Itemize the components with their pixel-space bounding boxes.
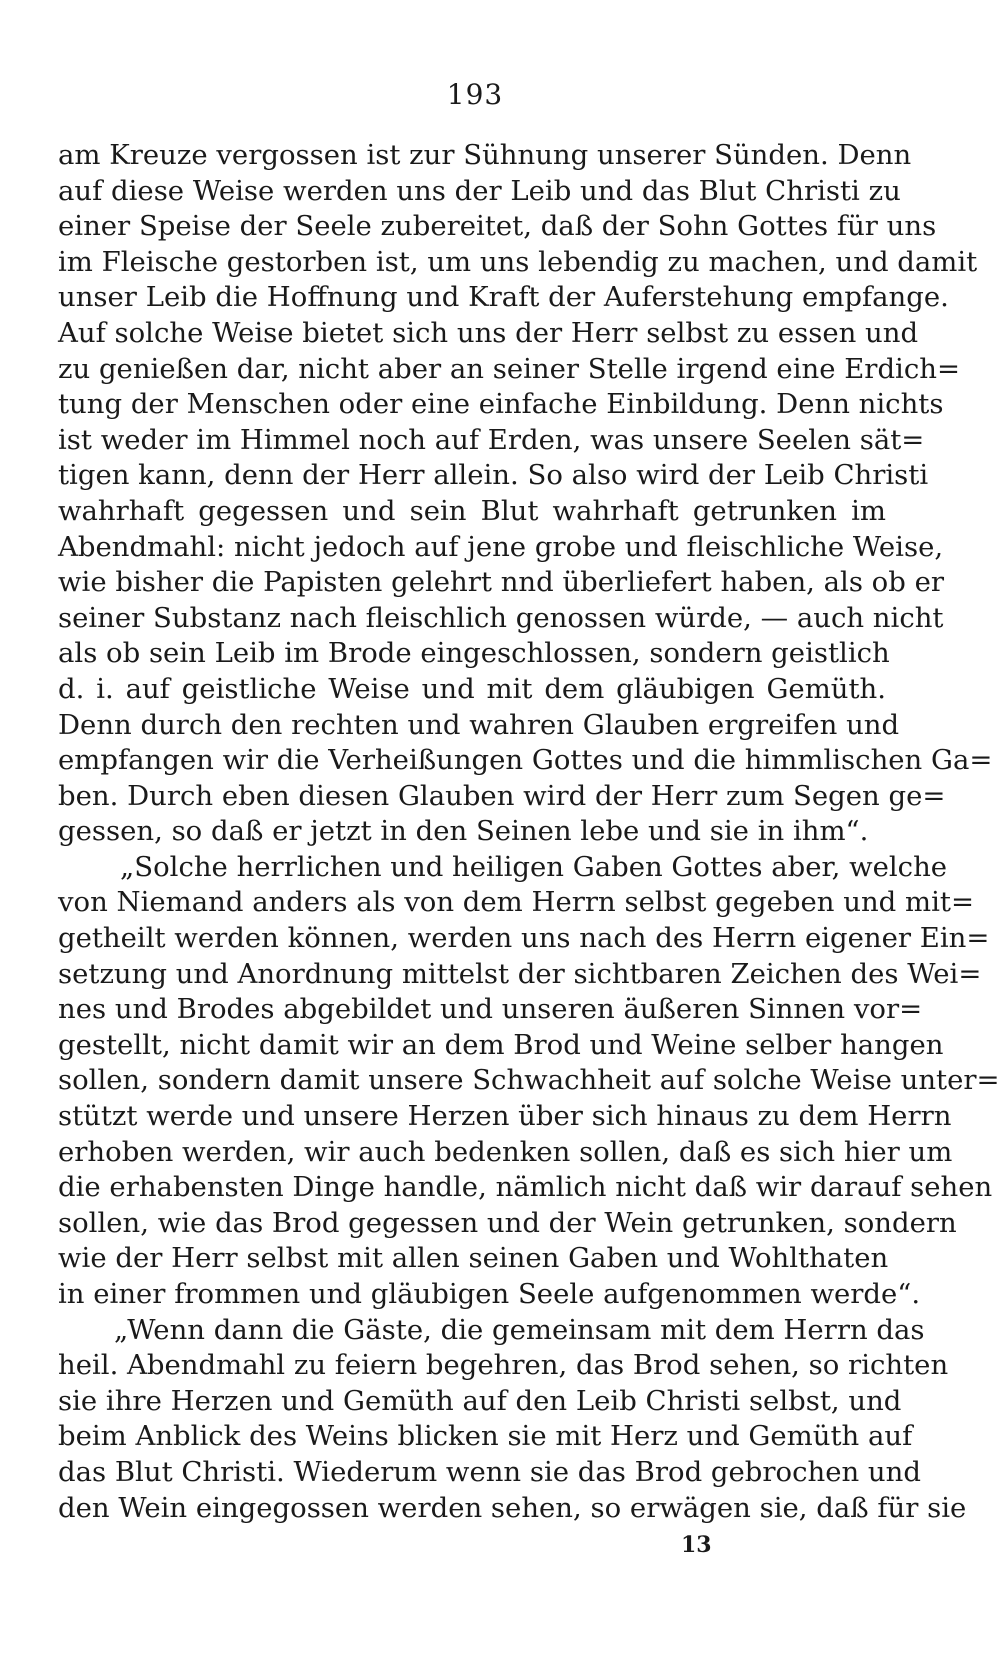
text-line: Abendmahl: nicht jedoch auf jene grobe und fleischliche Weise, <box>58 530 944 563</box>
text-line: den Wein eingegossen werden sehen, so erwägen sie, daß für sie <box>58 1491 967 1524</box>
text-line: tung der Menschen oder eine einfache Einbildung. Denn nichts <box>58 388 944 421</box>
signature-mark: 13 <box>681 1532 712 1558</box>
text-line: sie ihre Herzen und Gemüth auf den Leib Christi selbst, und <box>58 1384 902 1417</box>
text-line: im Fleische gestorben ist, um uns lebendig zu machen, und damit <box>58 245 978 278</box>
text-line: einer Speise der Seele zubereitet, daß der Sohn Gottes für uns <box>58 210 937 243</box>
text-line: auf diese Weise werden uns der Leib und das Blut Christi zu <box>58 174 901 207</box>
text-line: ben. Durch eben diesen Glauben wird der Herr zum Segen ge= <box>58 779 946 812</box>
text-line: seiner Substanz nach fleischlich genossen würde, — auch nicht <box>58 601 944 634</box>
text-line: d. i. auf geistliche Weise und mit dem gläubigen Gemüth. <box>58 672 886 705</box>
text-line: Denn durch den rechten und wahren Glauben ergreifen und <box>58 708 900 741</box>
text-line: sollen, wie das Brod gegessen und der Wein getrunken, sondern <box>58 1206 957 1239</box>
text-line: am Kreuze vergossen ist zur Sühnung unserer Sünden. Denn <box>58 139 912 171</box>
text-line: als ob sein Leib im Brode eingeschlossen, sondern geistlich <box>58 637 890 670</box>
text-line: von Niemand anders als von dem Herrn selbst gegeben und mit= <box>58 886 974 919</box>
text-line: die erhabensten Dinge handle, nämlich nicht daß wir darauf sehen <box>58 1171 993 1204</box>
text-line: beim Anblick des Weins blicken sie mit Herz und Gemüth auf <box>58 1420 913 1453</box>
text-line: erhoben werden, wir auch bedenken sollen, daß es sich hier um <box>58 1135 953 1168</box>
paragraph-end-line: in einer frommen und gläubigen Seele aufgenommen werde“. <box>58 1278 921 1310</box>
text-line: sollen, sondern damit unsere Schwachheit auf solche Weise unter= <box>58 1064 1000 1097</box>
text-line: ist weder im Himmel noch auf Erden, was unsere Seelen sät= <box>58 423 925 456</box>
text-line: zu genießen dar, nicht aber an seiner Stelle irgend eine Erdich= <box>58 352 960 385</box>
text-line: gestellt, nicht damit wir an dem Brod und Weine selber hangen <box>58 1028 944 1061</box>
text-line: empfangen wir die Verheißungen Gottes und die himmlischen Ga= <box>58 744 993 777</box>
text-line: getheilt werden können, werden uns nach des Herrn eigener Ein= <box>58 922 990 955</box>
text-line: wahrhaft gegessen und sein Blut wahrhaft getrunken im <box>58 494 886 527</box>
paragraph-start-line: „Solche herrlichen und heiligen Gaben Gottes aber, welche <box>120 850 948 883</box>
body-text <box>58 138 1000 1526</box>
text-line: nes und Brodes abgebildet und unseren äußeren Sinnen vor= <box>58 993 923 1026</box>
text-line: unser Leib die Hoffnung und Kraft der Auferstehung empfange. <box>58 281 949 314</box>
paragraph-end-line: gessen, so daß er jetzt in den Seinen lebe und sie in ihm“. <box>58 815 869 848</box>
text-line: tigen kann, denn der Herr allein. So also wird der Leib Christi <box>58 459 929 492</box>
text-line: stützt werde und unsere Herzen über sich hinaus zu dem Herrn <box>58 1100 952 1133</box>
paragraph-start-line: „Wenn dann die Gäste, die gemeinsam mit dem Herrn das <box>114 1313 925 1346</box>
text-line: setzung und Anordnung mittelst der sichtbaren Zeichen des Wei= <box>58 957 982 990</box>
text-line: heil. Abendmahl zu feiern begehren, das Brod sehen, so richten <box>58 1349 949 1382</box>
text-line: das Blut Christi. Wiederum wenn sie das Brod gebrochen und <box>58 1455 921 1488</box>
text-line: wie der Herr selbst mit allen seinen Gaben und Wohlthaten <box>58 1242 889 1275</box>
text-line: Auf solche Weise bietet sich uns der Herr selbst zu essen und <box>58 316 919 349</box>
page-number: 193 <box>446 78 504 111</box>
text-line: wie bisher die Papisten gelehrt nnd überliefert haben, als ob er <box>58 566 945 599</box>
